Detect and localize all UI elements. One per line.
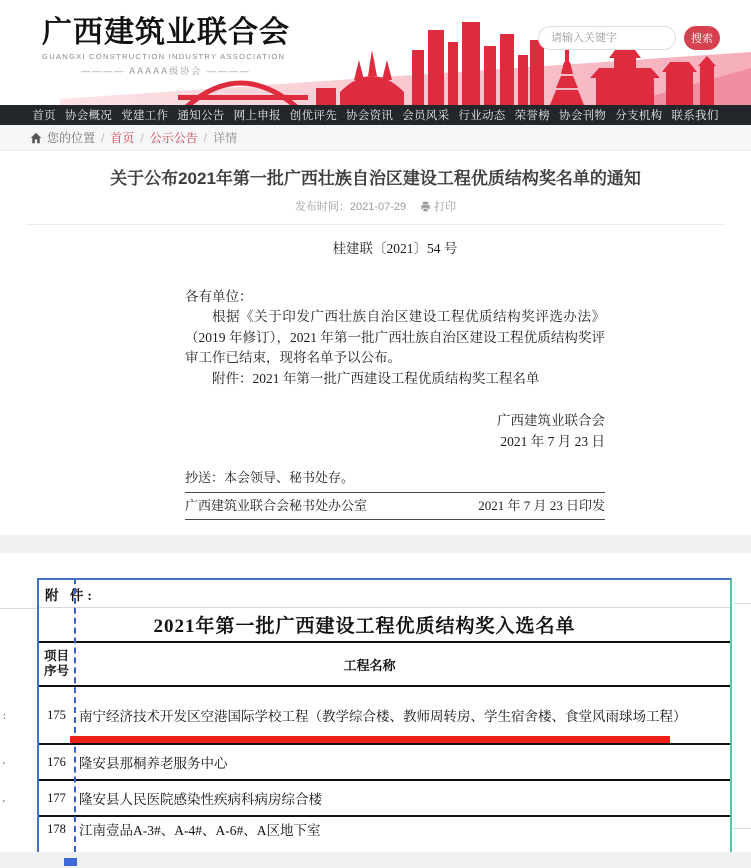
row-no: 177 — [47, 790, 66, 805]
publish-time: 发布时间：2021-07-29 — [294, 201, 407, 213]
divider — [26, 224, 725, 225]
site-header — [0, 0, 751, 105]
print-label: 打印 — [434, 201, 457, 213]
nav-item-honors[interactable]: 荣誉榜 — [514, 110, 551, 122]
table-row — [39, 781, 730, 817]
row-project-name: 江南壹品A-3#、A-4#、A-6#、A区地下室 — [79, 823, 321, 838]
row-project-name: 隆安县人民医院感染性疾病科病房综合楼 — [79, 792, 322, 807]
signature-date: 2021 年 7 月 23 日 — [500, 433, 605, 449]
signature-org: 广西建筑业联合会 — [497, 413, 605, 428]
document-body — [185, 239, 605, 520]
column-header-name: 工程名称 — [343, 657, 396, 673]
breadcrumb-separator: / — [140, 130, 144, 145]
nav-item-industry[interactable]: 行业动态 — [458, 110, 506, 122]
nav-item-news[interactable]: 协会资讯 — [346, 110, 394, 122]
logo — [42, 16, 290, 77]
nav-item-about[interactable]: 协会概况 — [64, 110, 113, 122]
column-header-no: 项目序号 — [43, 649, 69, 678]
breadcrumb-separator: / — [203, 130, 208, 145]
doc-number: 桂建联〔2021〕54 号 — [332, 241, 458, 256]
logo-title: 广西建筑业联合会 — [42, 16, 290, 49]
table-title: 2021年第一批广西建设工程优质结构奖入选名单 — [39, 608, 730, 643]
search-input[interactable] — [538, 26, 676, 50]
cc-line: 抄送：本会领导、秘书处存。 — [185, 468, 605, 493]
nav-item-members[interactable]: 会员风采 — [402, 110, 450, 122]
nav-item-notices[interactable]: 通知公告 — [177, 110, 225, 122]
main-nav — [0, 105, 751, 125]
row-no: 178 — [47, 821, 66, 836]
clipped-text-fragment: ' — [3, 799, 5, 810]
gridline-extension — [733, 828, 751, 829]
nav-item-contact[interactable]: 联系我们 — [671, 110, 719, 122]
doc-salutation: 各有单位： — [185, 288, 253, 304]
search-button[interactable]: 搜索 — [684, 26, 720, 50]
clipped-text-fragment: ' — [3, 761, 5, 772]
row-project-name: 隆安县那桐养老服务中心 — [79, 756, 228, 771]
table-attachment-label: 附 件: — [39, 580, 730, 608]
highlight-underline — [70, 736, 670, 743]
selection-border-teal — [37, 745, 39, 852]
nav-item-home[interactable]: 首页 — [32, 110, 56, 122]
print-button[interactable] — [420, 198, 456, 214]
breadcrumb-prefix: 您的位置 — [47, 131, 96, 145]
nav-item-excellence[interactable]: 创优评先 — [289, 110, 337, 122]
article-meta — [0, 198, 751, 214]
clipped-blue-element — [64, 858, 77, 866]
cc-block — [185, 468, 605, 520]
logo-subtitle: GUANGXI CONSTRUCTION INDUSTRY ASSOCIATION — [42, 52, 286, 61]
nav-item-apply[interactable]: 网上申报 — [233, 110, 281, 122]
page-title: 关于公布2021年第一批广西壮族自治区建设工程优质结构奖名单的通知 — [110, 169, 641, 188]
row-no: 175 — [47, 707, 66, 722]
issue-date: 2021 年 7 月 23 日印发 — [478, 497, 605, 513]
issuer-line — [185, 493, 605, 521]
table-header-row — [39, 643, 730, 687]
logo-badge: ———— AAAAA级协会 ———— — [81, 66, 251, 76]
print-area-dashed-line — [74, 578, 76, 852]
award-table — [37, 578, 732, 852]
breadcrumb-home[interactable]: 首页 — [110, 131, 135, 145]
nav-item-publications[interactable]: 协会刊物 — [559, 110, 607, 122]
gridline-extension — [0, 608, 37, 609]
table-row — [39, 745, 730, 781]
row-project-name: 南宁经济技术开发区空港国际学校工程（教学综合楼、教师周转房、学生宿舍楼、食堂风雨球场工程） — [79, 709, 687, 724]
clipped-text-fragment: : — [3, 711, 6, 722]
row-no: 176 — [47, 754, 66, 769]
printer-icon — [420, 201, 431, 212]
bottom-band — [0, 852, 751, 868]
home-icon — [30, 132, 42, 144]
attachment-preview — [0, 553, 751, 852]
nav-item-party[interactable]: 党建工作 — [121, 110, 169, 122]
breadcrumb-detail: 详情 — [213, 131, 238, 145]
search-bar — [538, 26, 720, 50]
issuer-office: 广西建筑业联合会秘书处办公室 — [185, 497, 368, 513]
article — [0, 151, 751, 535]
breadcrumb-separator: / — [101, 130, 105, 145]
table-row — [39, 817, 730, 841]
doc-attachment-line: 附件：2021 年第一批广西建设工程优质结构奖工程名单 — [212, 370, 540, 386]
nav-item-branches[interactable]: 分支机构 — [615, 110, 663, 122]
gridline-extension — [733, 603, 751, 604]
doc-paragraph: 根据《关于印发广西壮族自治区建设工程优质结构奖评选办法》（2019 年修订），2021 年第一批广西壮族自治区建设工程优质结构奖评审工作已结束，现将名单予以公布。 — [185, 309, 605, 365]
breadcrumb — [0, 125, 751, 151]
breadcrumb-notices[interactable]: 公示公告 — [149, 131, 198, 145]
